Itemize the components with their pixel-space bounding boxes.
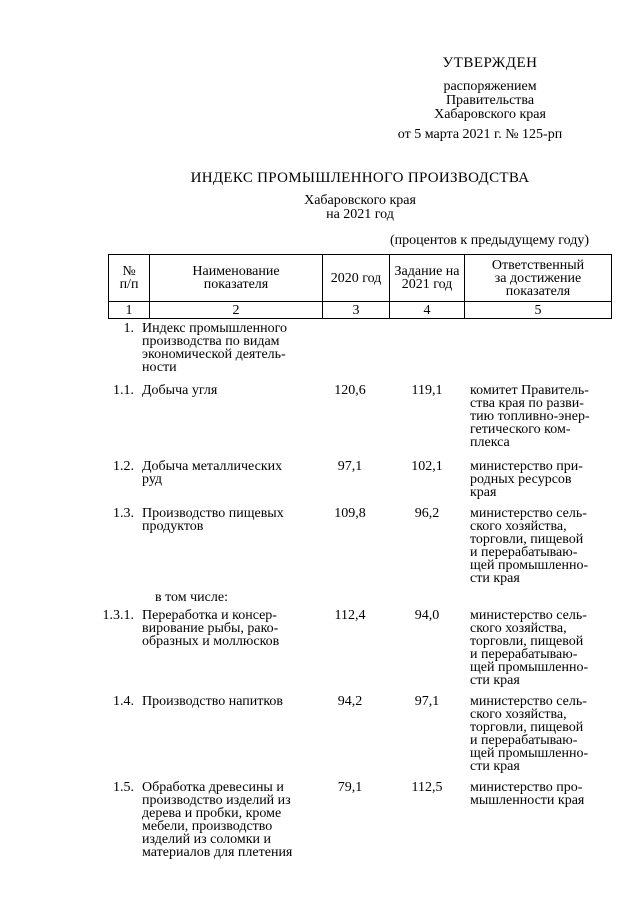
row-resp-line: сти края: [470, 571, 520, 586]
header-task-line-1: Задание на: [394, 264, 460, 279]
row-value-2021: 94,0: [414, 608, 440, 623]
approval-line-3: Хабаровского края: [434, 107, 546, 122]
row-number: 1.5.: [113, 780, 134, 795]
row-resp-line: щей промышленно-: [470, 558, 589, 573]
row-resp-line: ского хозяйства,: [470, 519, 567, 534]
header-num-line-2: п/п: [119, 277, 139, 292]
row-name: [142, 384, 310, 460]
row-resp-line: министерство сель-: [470, 506, 587, 521]
row-resp-line: мышленности края: [470, 793, 585, 808]
row-resp-line: щей промышленно-: [470, 660, 589, 675]
row-number: 1.1.: [113, 383, 134, 398]
row-number: 1.: [123, 321, 134, 336]
row-resp-line: края: [470, 485, 497, 500]
row-name: [142, 609, 310, 695]
row-name-line: продуктов: [142, 519, 204, 534]
header-task: [390, 255, 465, 302]
row-resp-line: щей промышленно-: [470, 746, 589, 761]
row-resp-line: сти края: [470, 673, 520, 688]
row-name: [142, 695, 310, 781]
row-resp-line: сти края: [470, 759, 520, 774]
row-number: 1.2.: [113, 459, 134, 474]
row-name-line: Добыча металлических: [142, 459, 283, 474]
header-num: [109, 255, 150, 302]
header-resp-line-2: за достижение: [494, 270, 582, 286]
row-resp-line: торговли, пищевой: [470, 634, 584, 649]
row-name-line: Производство напитков: [142, 694, 284, 709]
header-resp-line-1: Ответственный: [491, 257, 585, 273]
row-value-2021: 102,1: [411, 459, 443, 474]
row-resp-line: комитет Правитель-: [470, 383, 589, 398]
row-resp-line: родных ресурсов: [470, 472, 572, 487]
header-name-line-2: показателя: [203, 277, 269, 292]
row-name-line: экономической деятель-: [142, 347, 286, 362]
table-row: [100, 609, 620, 695]
approval-block: [380, 56, 600, 142]
column-number-row: [109, 302, 612, 319]
row-resp-line: плекса: [470, 435, 510, 450]
approval-date: от 5 марта 2021 г. № 125-рп: [397, 127, 563, 142]
row-responsible: [460, 609, 610, 695]
row-name-line: Производство пищевых: [142, 506, 284, 521]
row-resp-line: тию топливно-энер-: [470, 409, 590, 424]
row-subheader: в том числе:: [155, 590, 228, 605]
row-name-line: руд: [142, 472, 163, 487]
row-number: 1.3.: [113, 506, 134, 521]
row-resp-line: министерство при-: [470, 459, 583, 474]
approval-title: УТВЕРЖДЕН: [442, 55, 538, 71]
row-resp-line: ского хозяйства,: [470, 707, 567, 722]
header-num-line-1: №: [122, 264, 136, 279]
column-number: 3: [323, 302, 390, 319]
row-resp-line: и перерабатываю-: [470, 545, 578, 560]
approval-line-2: Правительства: [445, 93, 535, 108]
row-value-2020: 94,2: [337, 694, 363, 709]
table-row: [100, 322, 620, 384]
row-name: [142, 781, 310, 865]
table-row: [100, 591, 620, 609]
row-value-2020: 112,4: [334, 608, 366, 623]
row-name-line: ности: [142, 360, 177, 375]
document-subtitle-2: на 2021 год: [326, 207, 394, 222]
row-value-2021: 96,2: [414, 506, 440, 521]
row-name-line: Добыча угля: [142, 383, 218, 398]
row-name-line: производства по видам: [142, 334, 280, 349]
row-value-2020: 79,1: [337, 780, 363, 795]
row-name-line: производство изделий из: [142, 793, 291, 808]
row-resp-line: министерство сель-: [470, 608, 587, 623]
row-resp-line: министерство сель-: [470, 694, 587, 709]
column-number: 2: [150, 302, 323, 319]
header-responsible: [465, 255, 612, 302]
row-resp-line: торговли, пищевой: [470, 532, 584, 547]
approval-line-1: распоряжением: [443, 79, 537, 94]
row-resp-line: и перерабатываю-: [470, 733, 578, 748]
table-header: [108, 254, 612, 319]
row-number: 1.3.1.: [102, 608, 134, 623]
row-value-2021: 97,1: [414, 694, 440, 709]
column-number: 5: [465, 302, 612, 319]
row-value-2021: 112,5: [411, 780, 443, 795]
row-resp-line: министерство про-: [470, 780, 583, 795]
document-title-block: [100, 170, 620, 222]
row-name-line: материалов для плетения: [142, 845, 293, 860]
row-name-line: Индекс промышленного: [142, 321, 287, 336]
row-number: 1.4.: [113, 694, 134, 709]
row-value-2021: 119,1: [411, 383, 443, 398]
row-resp-line: торговли, пищевой: [470, 720, 584, 735]
header-task-line-2: 2021 год: [401, 277, 453, 292]
row-responsible: [460, 460, 610, 507]
row-value-2020: 120,6: [334, 383, 366, 398]
row-name-line: дерева и пробки, кроме: [142, 806, 282, 821]
document-title: ИНДЕКС ПРОМЫШЛЕННОГО ПРОИЗВОДСТВА: [190, 170, 530, 186]
row-name-line: образных и моллюсков: [142, 634, 280, 649]
table-row: [100, 507, 620, 591]
row-name-line: Обработка древесины и: [142, 780, 284, 795]
row-resp-line: ского хозяйства,: [470, 621, 567, 636]
row-name-line: изделий из соломки и: [142, 832, 271, 847]
row-value-2020: 109,8: [334, 506, 366, 521]
row-responsible: [460, 384, 610, 460]
header-name-line-1: Наименование: [192, 264, 280, 279]
header-resp-line-3: показателя: [505, 283, 571, 299]
units-note: (процентов к предыдущему году): [390, 233, 590, 248]
row-name-line: вирование рыбы, рако-: [142, 621, 279, 636]
row-value-2020: 97,1: [337, 459, 363, 474]
row-name: [142, 322, 310, 384]
table-row: [100, 384, 620, 460]
row-resp-line: ства края по разви-: [470, 396, 584, 411]
column-number: 4: [390, 302, 465, 319]
row-resp-line: гетического ком-: [470, 422, 571, 437]
column-number: 1: [109, 302, 150, 319]
row-name-line: Переработка и консер-: [142, 608, 277, 623]
table-row: [100, 460, 620, 507]
table-row: [100, 781, 620, 865]
row-name-line: мебели, производство: [142, 819, 273, 834]
row-responsible: [460, 695, 610, 781]
row-name: [142, 507, 310, 591]
row-name: [142, 460, 310, 507]
document-subtitle-1: Хабаровского края: [304, 193, 416, 208]
row-resp-line: и перерабатываю-: [470, 647, 578, 662]
header-2020: 2020 год: [323, 255, 390, 302]
row-responsible: [460, 507, 610, 591]
row-responsible: [460, 781, 610, 865]
table-row: [100, 695, 620, 781]
table-body: [100, 322, 620, 865]
header-name: [150, 255, 323, 302]
